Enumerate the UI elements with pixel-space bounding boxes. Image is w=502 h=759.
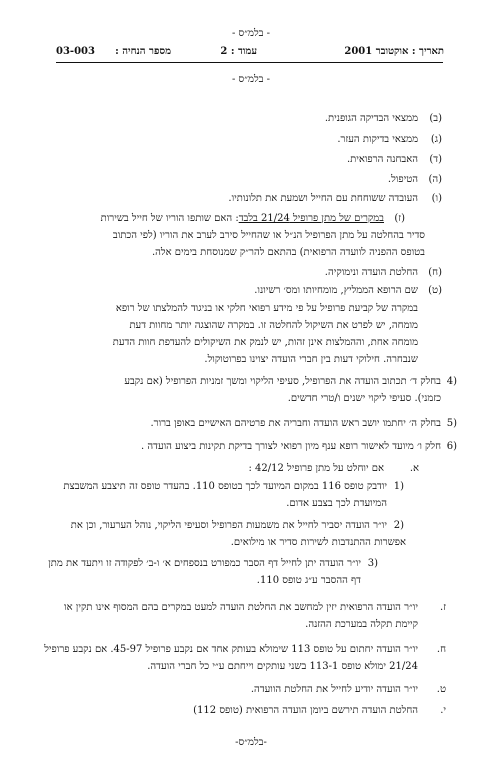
item-b-marker: (ב) bbox=[429, 113, 442, 124]
alef-sub2-number: 2) bbox=[393, 520, 404, 531]
header-directive-label: מספר הנחיה : bbox=[115, 46, 171, 57]
item-v-marker: (ו) bbox=[431, 193, 442, 204]
header-rule bbox=[56, 62, 443, 63]
section6-text: חלק ו׳ מיועד לאישור רופא ענף מיון רפואי לצורך בדיקת תקינות ביצוע הועדה . bbox=[141, 441, 441, 452]
alef-sub2-line2: אפשרות ההתנדבות לשירות סדיר או מילואים. bbox=[230, 537, 406, 548]
section5-text: בחלק ה׳ יחתמו יושב ראש הועדה וחבריה את פרטיהם האישיים באופן ברור. bbox=[150, 418, 441, 429]
section4-line2: כזמני). סעיפי ליקוי ישנים ו/טרי חדשים. bbox=[287, 393, 441, 404]
item-d-marker: (ד) bbox=[429, 154, 442, 165]
section5-number: 5) bbox=[446, 418, 457, 429]
item-t-line1: במקרה של קביעת פרופיל על פי מידע רפואי חלקי או בניגוד להמלצתו של רופא bbox=[115, 303, 418, 314]
item-z-underlined: במקרים של מתן פרופיל 21/24 בלבד bbox=[238, 213, 384, 224]
header-date: תאריך : אוקטובר 2001 bbox=[344, 46, 444, 57]
alef-sub1-line1: יודבק טופס 116 במקום המיועד לכך בטופס 110. בהעדר טופס זה תיצבע המשבצת bbox=[63, 481, 387, 492]
item-h-text: הטיפול. bbox=[387, 174, 418, 185]
classification-top: - בלמ״ס - bbox=[231, 28, 271, 39]
alef-sub1-line2: המיועדת לכך בצבע אדום. bbox=[286, 498, 387, 509]
item-t-marker: (ט) bbox=[428, 285, 442, 296]
zayin-line1: יו״ר הועדה הרפואית יזין למחשב את החלטת הועדה למעט במקרים בהם המסוף אינו תקין או bbox=[64, 602, 418, 613]
item-d-text: האבחנה הרפואית. bbox=[346, 154, 418, 165]
chet-line2: 21/24 ימולא טופס 113-1 בשני עותקים וייחתם ע״י כל חברי הועדה. bbox=[147, 661, 418, 672]
chet-marker: ח. bbox=[436, 644, 446, 655]
alef-sub3-line1: יו״ר הועדה יתן לחייל דף הסבר כמפורט בנספחים א׳ ו-ב׳ לפקודה זו ויתעד את מתן bbox=[48, 558, 361, 569]
header-directive-number: 03-003 bbox=[56, 46, 95, 57]
alef-marker: א. bbox=[409, 463, 419, 474]
yod-text: החלטת הועדה תירשם ביומן הועדה הרפואית (טופס 112) bbox=[193, 705, 418, 716]
section4-number: 4) bbox=[446, 376, 457, 387]
alef-sub3-number: 3) bbox=[367, 558, 378, 569]
item-t-text: שם הרופא הממליץ, מומחיותו ומס׳ רשיונו. bbox=[254, 285, 418, 296]
tet-text: יו״ר הועדה יודיע לחייל את החלטת הוועדה. bbox=[250, 684, 418, 695]
section4-line1: בחלק ד׳ תכתוב הועדה את הפרופיל, סעיפי הליקוי ומשך זמניות הפרופיל (אם נקבע bbox=[124, 376, 441, 387]
header-page: עמוד : 2 bbox=[220, 46, 257, 57]
chet-line1: יו״ר הועדה יחתום על טופס 113 שימולא בעותק אחד אם נקבע פרופיל 45-97. אם נקבע פרופיל bbox=[44, 644, 418, 655]
alef-sub1-number: 1) bbox=[393, 481, 404, 492]
alef-text: אם יוחלט על מתן פרופיל 42/12 : bbox=[248, 463, 384, 474]
classification-bottom: -בלמ״ס- bbox=[235, 737, 267, 748]
item-t-line3: מומחה אחת, וההמלצות אינן זהות, יש לנמק את השיקולים להעדפת חוות הדעת bbox=[112, 337, 418, 348]
item-ch-marker: (ח) bbox=[428, 267, 442, 278]
item-ch-text: החלטת הועדה ונימוקיה. bbox=[324, 267, 418, 278]
item-t-line4: שנבחרה. חילוקי דעות בין חברי הועדה יצוינו בפרוטוקול. bbox=[204, 354, 418, 365]
item-v-text: העובדה ששוחחת עם החייל ושמעת את תלונותיו. bbox=[228, 193, 418, 204]
alef-sub2-line1: יו״ר הועדה יסביר לחייל את משמעות הפרופיל וסעיפי הליקוי, נוהל הערעור, וכן את bbox=[70, 520, 387, 531]
zayin-marker: ז. bbox=[440, 602, 446, 613]
tet-marker: ט. bbox=[436, 684, 446, 695]
section6-number: 6) bbox=[446, 441, 457, 452]
item-z-rest: : האם שותפו הוריו של חייל בשירות bbox=[100, 213, 239, 224]
item-h-marker: (ה) bbox=[428, 174, 442, 185]
item-z-marker: (ז) bbox=[394, 213, 405, 224]
item-t-line2: מומחה, יש לפרט את השיקול להחלטה זו. במקרה שהוצגה יותר מחוות דעת bbox=[129, 320, 418, 331]
item-g-text: ממצאי בדיקות העזר. bbox=[337, 134, 418, 145]
zayin-line2: קיימת תקלה במערכת ההזנה. bbox=[305, 619, 418, 630]
item-b-text: ממצאי הבדיקה הגופנית. bbox=[324, 113, 418, 124]
item-z-line2: סדיר בהחלטה על מתן הפרופיל הנ״ל או שהחייל סירב לערב את הוריו (לפי הכתוב bbox=[112, 230, 425, 241]
item-z-line3: בטופס ההפניה לוועדה הרפואית) בהתאם להר״ק שמנוסחת בימים אלה. bbox=[151, 247, 425, 258]
yod-marker: י. bbox=[440, 705, 446, 716]
item-z-line1 bbox=[101, 213, 384, 224]
classification-sub: - בלמ״ס - bbox=[231, 74, 271, 85]
item-g-marker: (ג) bbox=[430, 134, 442, 145]
alef-sub3-line2: דף ההסבר ע״ג טופס 110. bbox=[256, 575, 361, 586]
